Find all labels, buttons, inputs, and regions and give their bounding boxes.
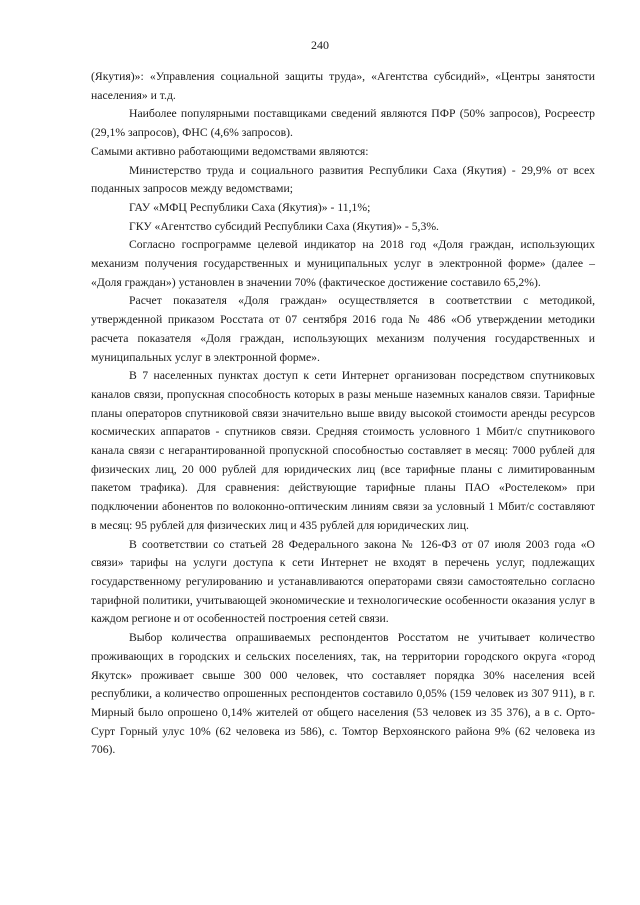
document-body bbox=[91, 68, 595, 760]
paragraph: В соответствии со статьей 28 Федерального закона № 126-ФЗ от 07 июля 2003 года «О связи» тарифы на услуги доступа к сети Интернет не входят в перечень услуг, подлежащих государственному регулированию и устанавливаются операторами связи самостоятельно согласно тарифной политики, учитывающей экономические и технологические особенности оказания услуг в каждом регионе и от особенностей построения сетей связи. bbox=[91, 537, 595, 626]
paragraph: В 7 населенных пунктах доступ к сети Интернет организован посредством спутниковых каналов связи, пропускная способность которых в разы меньше наземных каналов связи. Тарифные планы операторов спутниковой связи значительно выше ввиду высокой стоимости аренды ресурсов космических аппаратов - спутников связи. Средняя стоимость условного 1 Мбит/с спутникового канала связи с негарантированной пропускной способностью составляет в месяц: 7000 рублей для физических лиц, 20 000 рублей для юридических лиц (все тарифные планы с лимитированным пакетом трафика). Для сравнения: действующие тарифные планы ПАО «Ростелеком» при подключении абонентов по волоконно-оптическим линиям связи за условный 1 Мбит/с составляют в месяц: 95 рублей для физических лиц и 435 рублей для юридических лиц. bbox=[91, 369, 595, 532]
paragraph: (Якутия)»: «Управления социальной защиты труда», «Агентства субсидий», «Центры занятости населения» и т.д. bbox=[91, 70, 595, 102]
paragraph: ГКУ «Агентство субсидий Республики Саха (Якутия)» - 5,3%. bbox=[129, 219, 439, 233]
page-number: 240 bbox=[311, 38, 329, 52]
paragraph: ГАУ «МФЦ Республики Саха (Якутия)» - 11,1%; bbox=[129, 200, 371, 214]
paragraph: Наиболее популярными поставщиками сведений являются ПФР (50% запросов), Росреестр (29,1% запросов), ФНС (4,6% запросов). bbox=[91, 107, 595, 140]
paragraph: Министерство труда и социального развития Республики Саха (Якутия) - 29,9% от всех поданных запросов между ведомствами; bbox=[91, 163, 595, 196]
paragraph: Расчет показателя «Доля граждан» осуществляется в соответствии с методикой, утвержденной приказом Росстата от 07 сентября 2016 года № 486 «Об утверждении методики расчета показателя «Доля граждан, использующих механизм получения государственных и муниципальных услуг в электронной форме». bbox=[91, 294, 595, 364]
paragraph: Выбор количества опрашиваемых респондентов Росстатом не учитывает количество проживающих в городских и сельских поселениях, так, на территории городского округа «город Якутск» проживает свыше 300 000 человек, что составляет порядка 30% населения всей республики, а количество опрошенных респондентов составило 0,05% (159 человек из 307 911), в г. Мирный было опрошено 0,14% жителей от общего населения (53 человек из 35 376), а в с. Орто-Сурт Горный улус 10% (62 человека из 586), с. Томтор Верхоянского района 9% (62 человека из 706). bbox=[91, 631, 595, 757]
paragraph: Согласно госпрограмме целевой индикатор на 2018 год «Доля граждан, использующих механизм получения государственных и муниципальных услуг в электронной форме» (далее – «Доля граждан») установлен в значении 70% (фактическое достижение составило 65,2%). bbox=[91, 238, 595, 289]
paragraph: Самыми активно работающими ведомствами являются: bbox=[91, 144, 369, 158]
